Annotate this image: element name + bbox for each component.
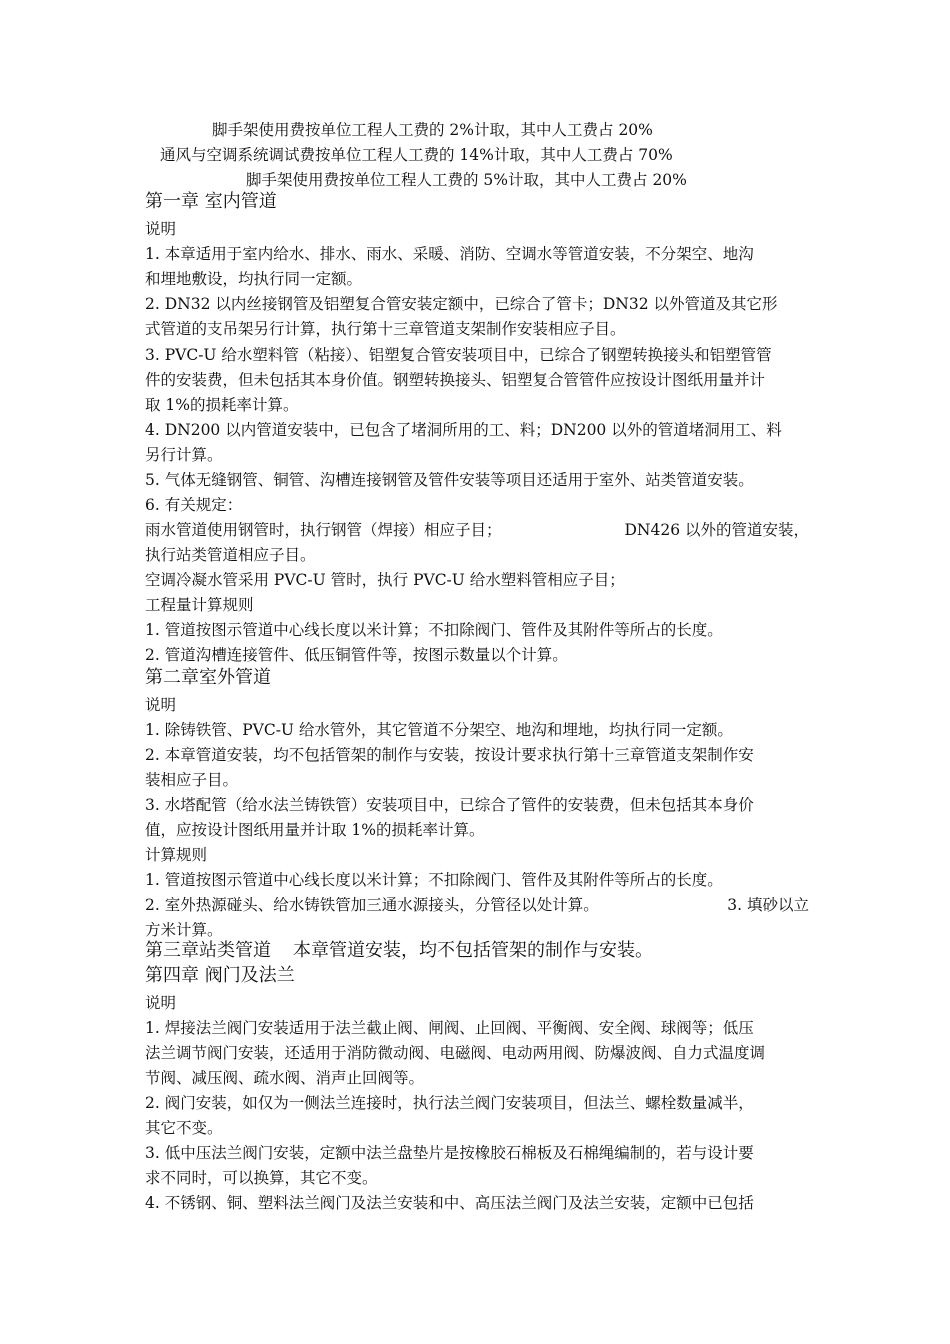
fee-line-3: 脚手架使用费按单位工程人工费的 5%计取，其中人工费占 20% — [246, 171, 687, 189]
ch2-rule-2-line — [145, 895, 809, 915]
chapter-2-note-label: 说明 — [145, 696, 177, 714]
ch4-para-2b: 其它不变。 — [145, 1119, 223, 1137]
ch4-para-1a: 1. 焊接法兰阀门安装适用于法兰截止阀、闸阀、止回阀、平衡阀、安全阀、球阀等；低压 — [145, 1019, 754, 1037]
ch1-rule-1: 1. 管道按图示管道中心线长度以米计算；不扣除阀门、管件及其附件等所占的长度。 — [145, 621, 723, 639]
ch2-rule-3b: 方米计算。 — [145, 921, 223, 939]
ch4-para-1c: 节阀、减压阀、疏水阀、消声止回阀等。 — [145, 1069, 425, 1087]
ch1-rule-condensate: 空调冷凝水管采用 PVC-U 管时，执行 PVC-U 给水塑料管相应子目； — [145, 571, 625, 589]
ch1-para-4b: 另行计算。 — [145, 446, 223, 464]
ch4-para-4a: 4. 不锈钢、铜、塑料法兰阀门及法兰安装和中、高压法兰阀门及法兰安装，定额中已包括 — [145, 1194, 754, 1212]
ch1-para-3c: 取 1%的损耗率计算。 — [145, 396, 299, 414]
ch1-para-6: 6. 有关规定： — [145, 496, 243, 514]
ch1-para-4a: 4. DN200 以内管道安装中，已包含了堵洞所用的工、料；DN200 以外的管道堵洞用工、料 — [145, 421, 782, 439]
chapter-3-line — [145, 940, 809, 962]
ch1-para-3a: 3. PVC-U 给水塑料管（粘接）、铝塑复合管安装项目中，已综合了钢塑转换接头和铝塑管管 — [145, 346, 772, 364]
ch4-para-2a: 2. 阀门安装，如仅为一侧法兰连接时，执行法兰阀门安装项目，但法兰、螺栓数量减半， — [145, 1094, 754, 1112]
chapter-3-title: 第三章站类管道 — [145, 940, 271, 961]
ch2-rule-2: 2. 室外热源碰头、给水铸铁管加三通水源接头，分管径以处计算。 — [145, 896, 599, 914]
ch2-rule-1: 1. 管道按图示管道中心线长度以米计算；不扣除阀门、管件及其附件等所占的长度。 — [145, 871, 723, 889]
chapter-2-title: 第二章室外管道 — [145, 667, 271, 688]
ch2-para-1: 1. 除铸铁管、PVC-U 给水管外，其它管道不分架空、地沟和埋地，均执行同一定额。 — [145, 721, 733, 739]
ch2-para-3a: 3. 水塔配管（给水法兰铸铁管）安装项目中，已综合了管件的安装费，但未包括其本身价 — [145, 796, 754, 814]
ch4-para-3a: 3. 低中压法兰阀门安装，定额中法兰盘垫片是按橡胶石棉板及石棉绳编制的，若与设计要 — [145, 1144, 754, 1162]
ch1-rule-rain: 雨水管道使用钢管时，执行钢管（焊接）相应子目； — [145, 521, 502, 539]
ch1-para-1a: 1. 本章适用于室内给水、排水、雨水、采暖、消防、空调水等管道安装，不分架空、地沟 — [145, 245, 754, 263]
ch1-rule-rain-line — [145, 520, 809, 540]
ch2-para-2a: 2. 本章管道安装，均不包括管架的制作与安装，按设计要求执行第十三章管道支架制作安 — [145, 746, 754, 764]
ch4-para-3b: 求不同时，可以换算，其它不变。 — [145, 1169, 378, 1187]
ch1-para-2a: 2. DN32 以内丝接钢管及铝塑复合管安装定额中，已综合了管卡；DN32 以外管道及其它形 — [145, 295, 778, 313]
ch1-para-1b: 和埋地敷设，均执行同一定额。 — [145, 270, 363, 288]
ch2-rules-label: 计算规则 — [145, 846, 208, 864]
chapter-1-note-label: 说明 — [145, 220, 177, 238]
ch1-rules-label: 工程量计算规则 — [145, 596, 254, 614]
ch1-rule-dn426: DN426 以外的管道安装， — [624, 521, 809, 539]
ch1-para-2b: 式管道的支吊架另行计算，执行第十三章管道支架制作安装相应子目。 — [145, 320, 626, 338]
ch4-para-1b: 法兰调节阀门安装，还适用于消防微动阀、电磁阀、电动两用阀、防爆波阀、自力式温度调 — [145, 1044, 766, 1062]
chapter-3-text: 本章管道安装，均不包括管架的制作与安装。 — [293, 940, 653, 961]
ch2-rule-3: 3. 填砂以立 — [727, 896, 809, 914]
chapter-4-note-label: 说明 — [145, 994, 177, 1012]
chapter-1-title: 第一章 室内管道 — [145, 191, 277, 212]
fee-line-1: 脚手架使用费按单位工程人工费的 2%计取，其中人工费占 20% — [212, 121, 653, 139]
fee-line-2: 通风与空调系统调试费按单位工程人工费的 14%计取，其中人工费占 70% — [160, 146, 673, 164]
ch2-para-3b: 值，应按设计图纸用量并计取 1%的损耗率计算。 — [145, 821, 485, 839]
ch1-para-5: 5. 气体无缝钢管、铜管、沟槽连接钢管及管件安装等项目还适用于室外、站类管道安装。 — [145, 471, 754, 489]
ch2-para-2b: 装相应子目。 — [145, 771, 239, 789]
ch1-rule-station: 执行站类管道相应子目。 — [145, 546, 316, 564]
chapter-4-title: 第四章 阀门及法兰 — [145, 965, 295, 986]
ch1-para-3b: 件的安装费，但未包括其本身价值。钢塑转换接头、铝塑复合管管件应按设计图纸用量并计 — [145, 371, 766, 389]
ch1-rule-2: 2. 管道沟槽连接管件、低压铜管件等，按图示数量以个计算。 — [145, 646, 568, 664]
